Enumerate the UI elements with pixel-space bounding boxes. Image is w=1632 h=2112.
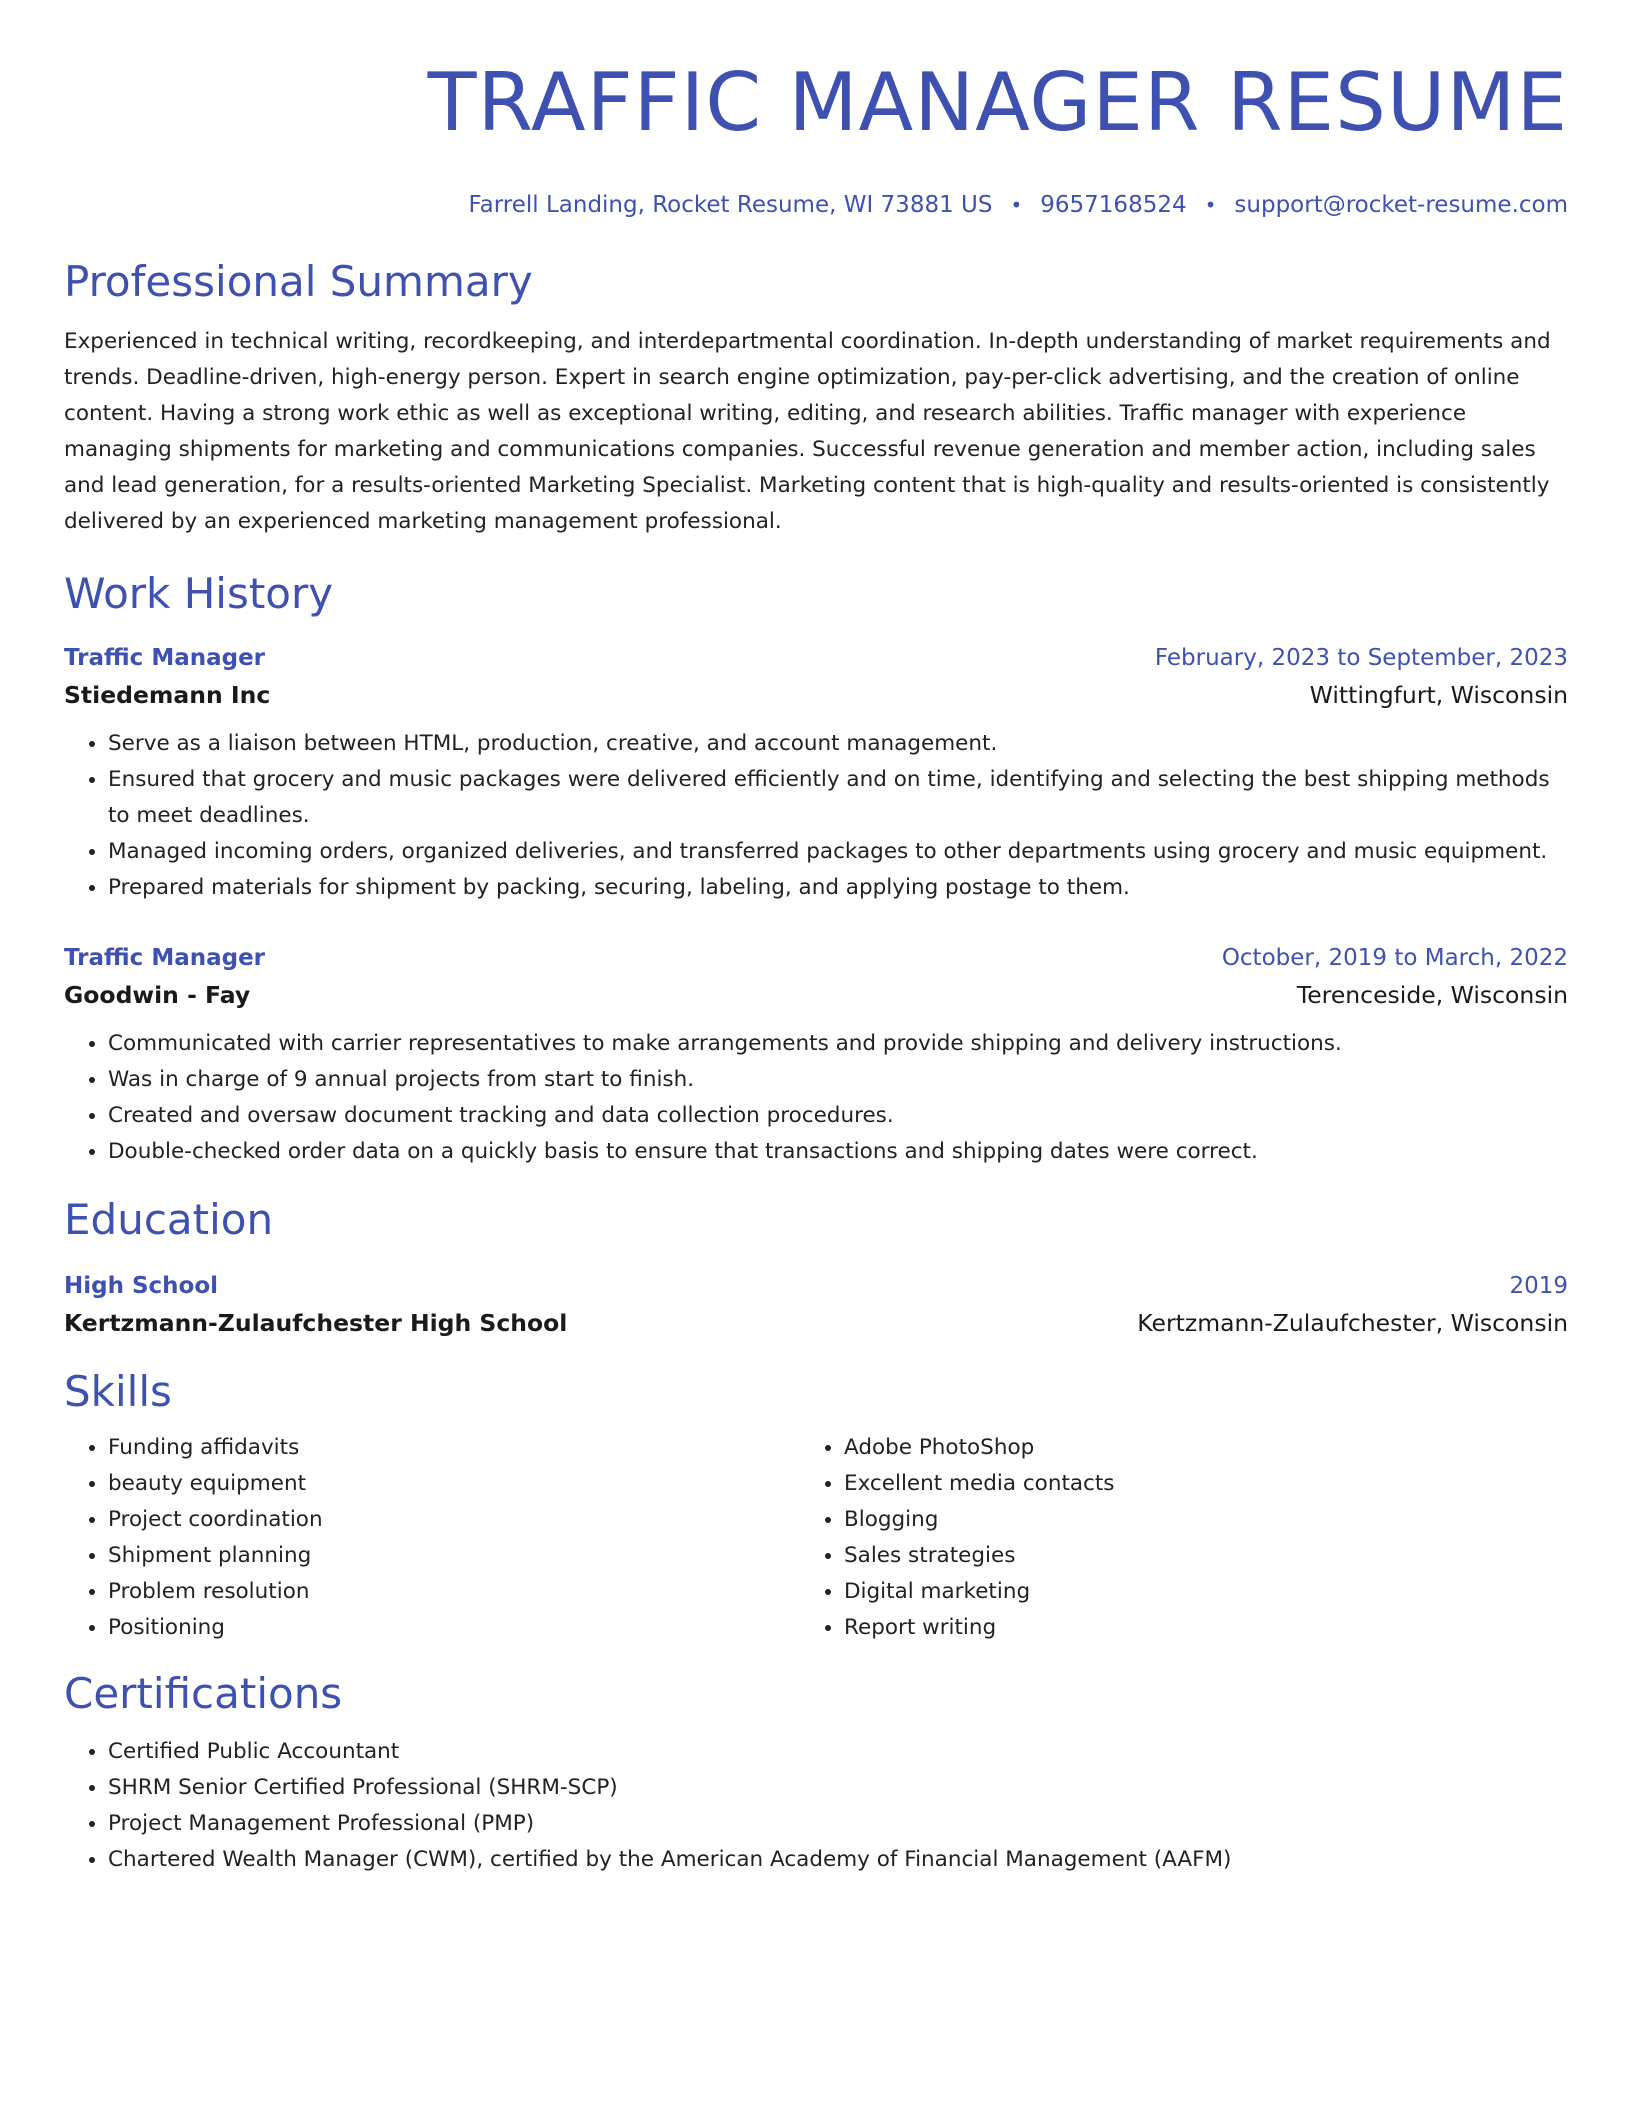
job-entry	[64, 642, 1568, 906]
job-bullet: • Managed incoming orders, organized deliveries, and transferred packages to other departments using grocery and music equipment.	[108, 834, 1568, 870]
job-dates: February, 2023 to September, 2023	[1154, 645, 1568, 671]
job-entry	[64, 942, 1568, 1170]
skill-item: • Blogging	[844, 1502, 1536, 1538]
job-company: Goodwin - Fay	[64, 981, 251, 1009]
contact-phone: 9657168524	[1040, 192, 1187, 218]
education-school: Kertzmann-Zulaufchester High School	[64, 1309, 568, 1337]
summary-text: Experienced in technical writing, recordkeeping, and interdepartmental coordination. In-depth understanding of market requirements and trends. Deadline-driven, high-energy person. Expert in search engine optimization, pay-per-click advertising, and the creation of online content. Having a strong work ethic as well as exceptional writing, editing, and research abilities. Traffic manager with experience managing shipments for marketing and communications companies. Successful revenue generation and member action, including sales and lead generation, for a results-oriented Marketing Specialist. Marketing content that is high-quality and results-oriented is consistently delivered by an experienced marketing management professional.	[64, 329, 1551, 534]
job-bullet: • Serve as a liaison between HTML, production, creative, and account management.	[108, 726, 1568, 762]
certification-item: • Chartered Wealth Manager (CWM), certified by the American Academy of Financial Management (AAFM)	[108, 1842, 1568, 1878]
education-degree: High School	[64, 1273, 219, 1299]
resume-title: TRAFFIC MANAGER RESUME	[427, 56, 1568, 149]
education-entry	[64, 1270, 1568, 1340]
skill-item: • Adobe PhotoShop	[844, 1430, 1536, 1466]
certifications-list	[64, 1734, 1568, 1878]
job-dates: October, 2019 to March, 2022	[1221, 945, 1568, 971]
skill-item: • Positioning	[108, 1610, 800, 1646]
contact-separator: •	[1204, 193, 1217, 217]
job-location: Wittingfurt, Wisconsin	[1309, 681, 1568, 709]
work-history-heading: Work History	[64, 569, 334, 618]
job-bullet: • Communicated with carrier representatives to make arrangements and provide shipping and delivery instructions.	[108, 1026, 1568, 1062]
job-company: Stiedemann Inc	[64, 681, 271, 709]
job-bullets	[64, 726, 1568, 906]
skill-item: • Funding affidavits	[108, 1430, 800, 1466]
job-role: Traffic Manager	[64, 945, 266, 971]
certifications-heading: Certifications	[64, 1669, 343, 1718]
job-bullets	[64, 1026, 1568, 1170]
certification-item: • Project Management Professional (PMP)	[108, 1806, 1568, 1842]
certification-item: • Certified Public Accountant	[108, 1734, 1568, 1770]
skill-item: • Problem resolution	[108, 1574, 800, 1610]
contact-address: Farrell Landing, Rocket Resume, WI 73881 US	[468, 192, 993, 218]
education-year: 2019	[1509, 1273, 1568, 1299]
job-location: Terenceside, Wisconsin	[1296, 981, 1568, 1009]
skills-columns	[64, 1430, 1568, 1646]
skill-item: • Report writing	[844, 1610, 1536, 1646]
contact-line	[64, 190, 1568, 220]
education-location: Kertzmann-Zulaufchester, Wisconsin	[1137, 1309, 1568, 1337]
skill-item: • Excellent media contacts	[844, 1466, 1536, 1502]
skills-heading: Skills	[64, 1367, 172, 1416]
summary-heading: Professional Summary	[64, 257, 533, 306]
job-bullet: • Ensured that grocery and music packages were delivered efficiently and on time, identifying and selecting the best shipping methods to meet deadlines.	[108, 762, 1568, 834]
job-role: Traffic Manager	[64, 645, 266, 671]
skill-item: • beauty equipment	[108, 1466, 800, 1502]
skills-list-left	[64, 1430, 800, 1646]
job-bullet: • Was in charge of 9 annual projects from start to finish.	[108, 1062, 1568, 1098]
contact-separator: •	[1010, 193, 1023, 217]
certification-item: • SHRM Senior Certified Professional (SHRM-SCP)	[108, 1770, 1568, 1806]
job-bullet: • Double-checked order data on a quickly basis to ensure that transactions and shipping dates were correct.	[108, 1134, 1568, 1170]
skill-item: • Project coordination	[108, 1502, 800, 1538]
skill-item: • Sales strategies	[844, 1538, 1536, 1574]
job-bullet: • Created and oversaw document tracking and data collection procedures.	[108, 1098, 1568, 1134]
skill-item: • Shipment planning	[108, 1538, 800, 1574]
skills-list-right	[800, 1430, 1536, 1646]
education-heading: Education	[64, 1195, 274, 1244]
contact-email: support@rocket-resume.com	[1234, 192, 1568, 218]
skill-item: • Digital marketing	[844, 1574, 1536, 1610]
job-bullet: • Prepared materials for shipment by packing, securing, labeling, and applying postage to them.	[108, 870, 1568, 906]
